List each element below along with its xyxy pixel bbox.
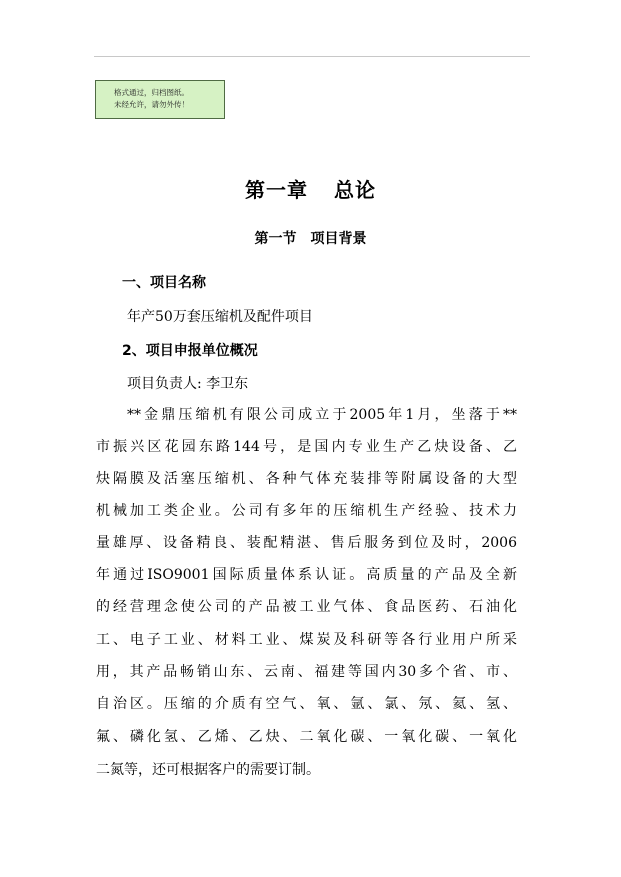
- section-name: 项目背景: [310, 231, 367, 247]
- paragraph-line: 的经营理念使公司的产品被工业气体、食品医药、石油化: [96, 599, 517, 615]
- paragraph-line: 年通过ISO9001国际质量体系认证。高质量的产品及全新: [96, 567, 517, 583]
- heading-project-name: 一、项目名称: [122, 275, 206, 291]
- paragraph-line: 量雄厚、设备精良、装配精湛、售后服务到位及时，2006: [96, 535, 517, 551]
- chapter-name: 总论: [334, 178, 376, 202]
- project-name-text: 年产50万套压缩机及配件项目: [127, 309, 313, 325]
- archive-stamp: [95, 80, 225, 119]
- stamp-line-1: 格式通过，归档图纸。: [114, 88, 189, 97]
- paragraph-line: **金鼎压缩机有限公司成立于2005年1月，坐落于**: [127, 407, 517, 423]
- section-number: 第一节: [254, 231, 297, 247]
- paragraph-line: 自治区。压缩的介质有空气、氧、氩、氯、氖、氦、氢、: [96, 696, 517, 712]
- chapter-title: [0, 174, 621, 203]
- heading-applicant-overview: 2、项目申报单位概况: [122, 343, 258, 359]
- header-rule: [94, 56, 530, 57]
- paragraph-line: 用，其产品畅销山东、云南、福建等国内30多个省、市、: [96, 664, 517, 680]
- paragraph-line: 氟、磷化氢、乙烯、乙炔、二氧化碳、一氧化碳、一氧化: [96, 729, 517, 745]
- paragraph-line: 市振兴区花园东路144号，是国内专业生产乙炔设备、乙: [96, 439, 517, 455]
- paragraph-line: 二氮等，还可根据客户的需要订制。: [96, 762, 320, 778]
- section-title: [0, 228, 621, 248]
- paragraph-line: 炔隔膜及活塞压缩机、各种气体充装排等附属设备的大型: [96, 471, 517, 487]
- paragraph-line: 机械加工类企业。公司有多年的压缩机生产经验、技术力: [96, 503, 517, 519]
- chapter-number: 第一章: [245, 178, 308, 202]
- responsible-person: 项目负责人: 李卫东: [127, 376, 249, 392]
- paragraph-line: 工、电子工业、材料工业、煤炭及科研等各行业用户所采: [96, 632, 517, 648]
- stamp-line-2: 未经允许，请勿外传！: [114, 100, 189, 109]
